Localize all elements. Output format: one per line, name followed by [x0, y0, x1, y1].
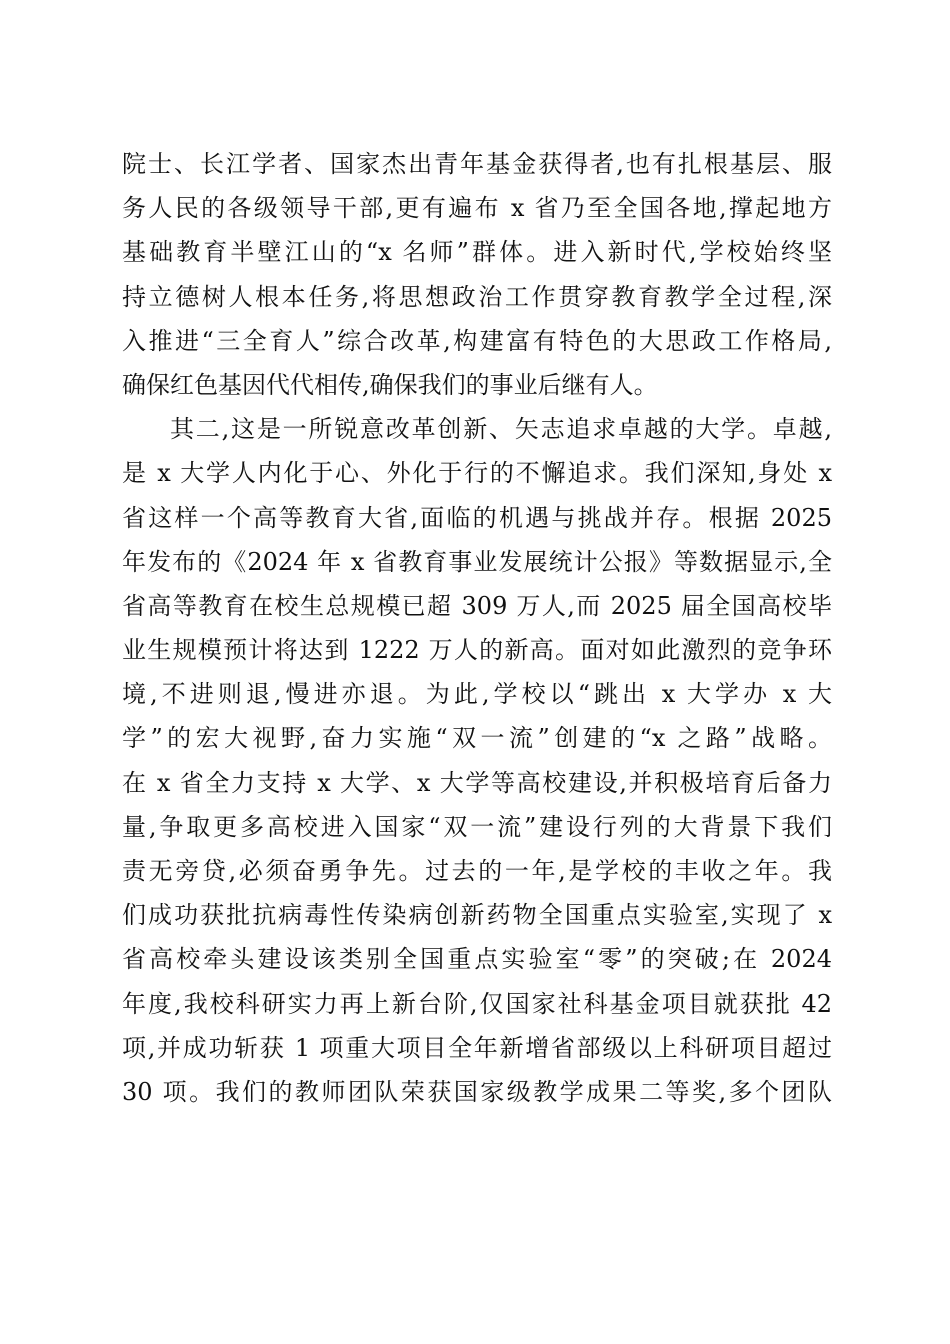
- text-line: 年发布的《2024 年 x 省教育事业发展统计公报》等数据显示,全: [122, 547, 832, 576]
- text-line: 是 x 大学人内化于心、外化于行的不懈追求。我们深知,身处 x: [122, 459, 832, 488]
- text-line: 院士、长江学者、国家杰出青年基金获得者,也有扎根基层、服: [122, 150, 832, 178]
- text-line: 省高校牵头建设该类别全国重点实验室“零”的突破;在 2024: [122, 945, 832, 974]
- paragraph-start-line: 其二,这是一所锐意改革创新、矢志追求卓越的大学。卓越,: [170, 415, 832, 444]
- text-line: 年度,我校科研实力再上新台阶,仅国家社科基金项目就获批 42: [122, 989, 832, 1018]
- text-line: 责无旁贷,必须奋勇争先。过去的一年,是学校的丰收之年。我: [122, 857, 832, 885]
- text-line: 基础教育半壁江山的“x 名师”群体。进入新时代,学校始终坚: [122, 238, 832, 267]
- text-line: 业生规模预计将达到 1222 万人的新高。面对如此激烈的竞争环: [122, 636, 832, 665]
- text-line: 们成功获批抗病毒性传染病创新药物全国重点实验室,实现了 x: [122, 901, 832, 930]
- text-line: 在 x 省全力支持 x 大学、x 大学等高校建设,并积极培育后备力: [122, 768, 832, 797]
- text-line: 境,不进则退,慢进亦退。为此,学校以“跳出 x 大学办 x 大: [122, 680, 832, 709]
- text-line: 学”的宏大视野,奋力实施“双一流”创建的“x 之路”战略。: [122, 724, 832, 753]
- body-text: [122, 142, 832, 1114]
- text-line: 确保红色基因代代相传,确保我们的事业后继有人。: [122, 370, 658, 399]
- text-line: 入推进“三全育人”综合改革,构建富有特色的大思政工作格局,: [122, 326, 832, 355]
- text-line: 30 项。我们的教师团队荣获国家级教学成果二等奖,多个团队: [122, 1077, 832, 1106]
- text-line: 项,并成功斩获 1 项重大项目全年新增省部级以上科研项目超过: [122, 1033, 832, 1062]
- text-line: 持立德树人根本任务,将思想政治工作贯穿教育教学全过程,深: [122, 282, 832, 311]
- text-line: 省高等教育在校生总规模已超 309 万人,而 2025 届全国高校毕: [122, 591, 832, 620]
- text-line: 量,争取更多高校进入国家“双一流”建设行列的大背景下我们: [122, 812, 832, 841]
- text-line: 务人民的各级领导干部,更有遍布 x 省乃至全国各地,撑起地方: [122, 194, 832, 223]
- text-line: 省这样一个高等教育大省,面临的机遇与挑战并存。根据 2025: [122, 503, 832, 532]
